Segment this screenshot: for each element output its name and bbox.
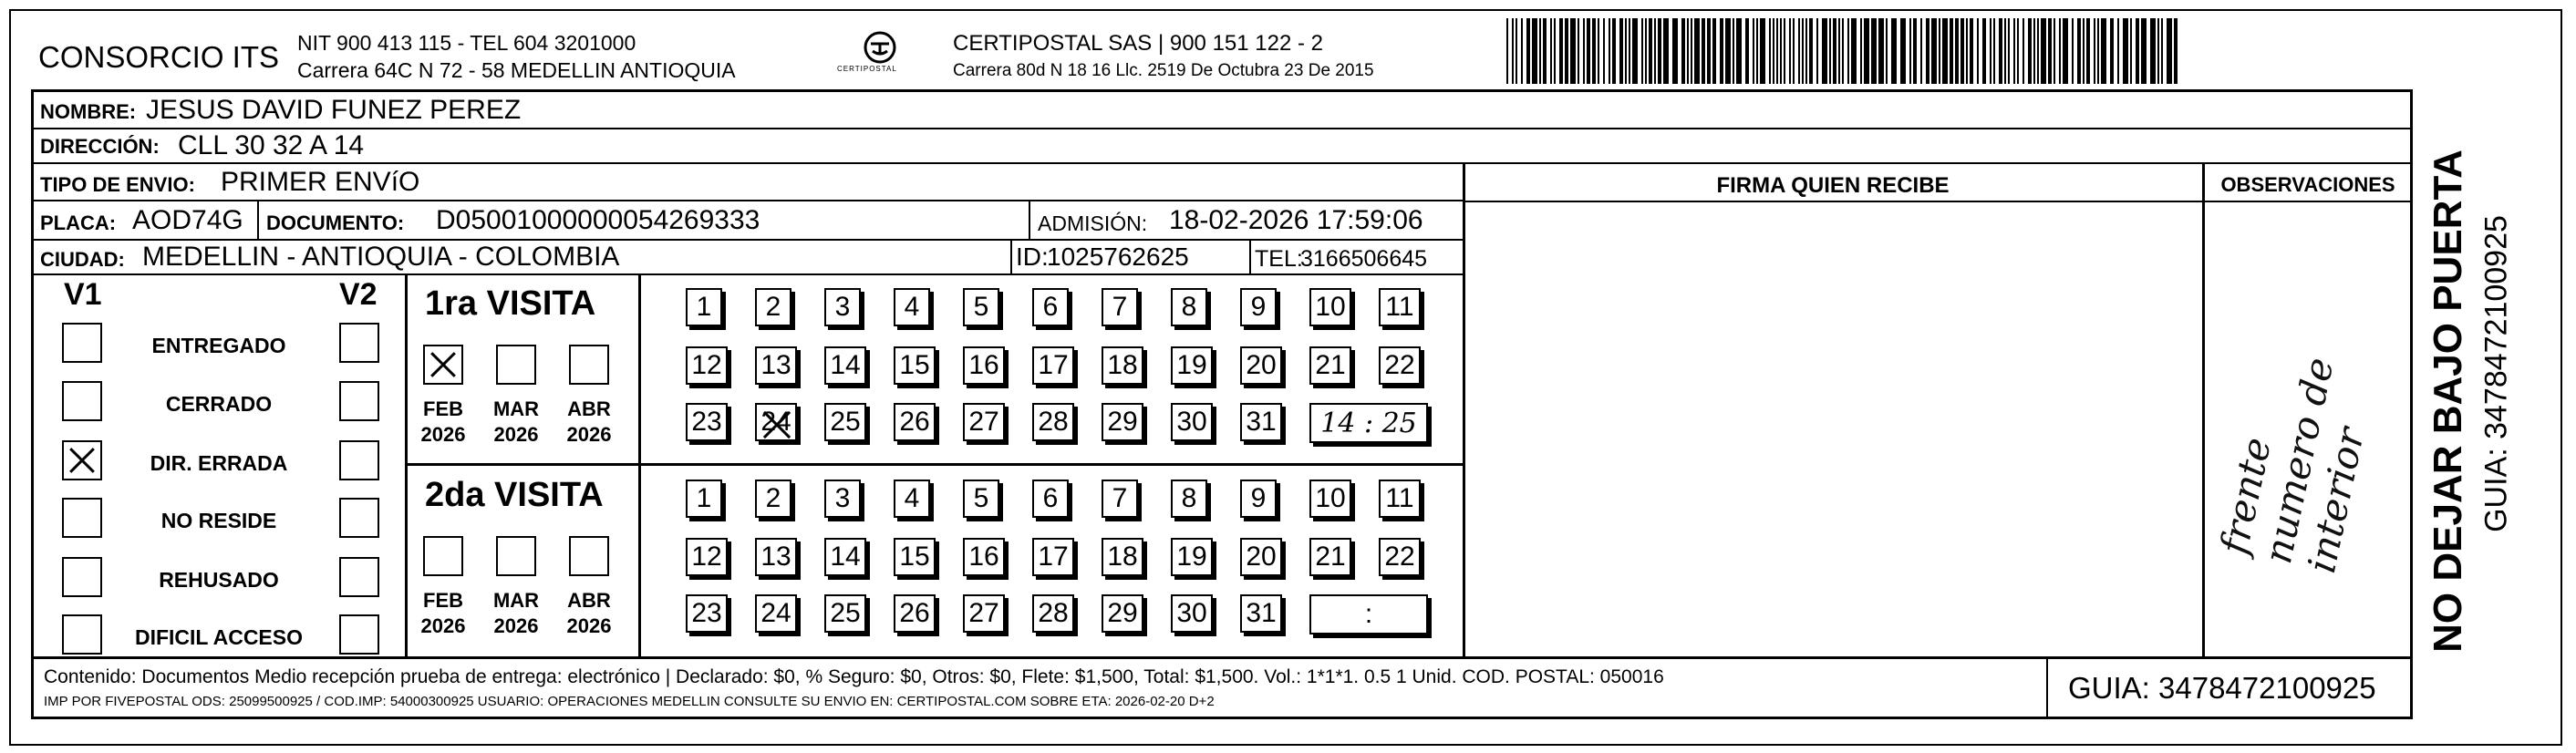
day-number: 17 bbox=[1038, 350, 1069, 380]
day-number: 5 bbox=[973, 483, 989, 513]
status-label: DIR. ERRADA bbox=[150, 451, 288, 475]
no-dejar-bajo-puerta-label: NO DEJAR BAJO PUERTA bbox=[2426, 150, 2470, 653]
documento-label: DOCUMENTO: bbox=[266, 211, 405, 234]
documento-value: D05001000000054269333 bbox=[436, 205, 760, 235]
day-box-26[interactable] bbox=[894, 403, 936, 441]
day-number: 22 bbox=[1384, 350, 1415, 380]
day-number: 17 bbox=[1038, 542, 1069, 572]
day-box-29[interactable] bbox=[1102, 403, 1143, 441]
day-box-12[interactable] bbox=[686, 346, 728, 385]
day-box-1[interactable] bbox=[686, 288, 722, 326]
day-box-27[interactable] bbox=[963, 594, 1005, 633]
visit-time-box[interactable]: : bbox=[1309, 594, 1428, 634]
logo-caption: CERTIPOSTAL bbox=[837, 65, 897, 73]
barcode-image bbox=[1505, 18, 2179, 84]
x-mark-icon bbox=[757, 405, 797, 445]
day-number: 10 bbox=[1315, 483, 1346, 513]
day-number: 6 bbox=[1042, 483, 1059, 513]
day-number: 27 bbox=[968, 407, 999, 437]
day-box-22[interactable] bbox=[1379, 538, 1421, 576]
month-checkbox[interactable] bbox=[496, 345, 536, 385]
day-box-17[interactable] bbox=[1032, 538, 1074, 576]
day-number: 1 bbox=[696, 292, 712, 322]
day-number: 18 bbox=[1107, 350, 1138, 380]
month-checkbox[interactable] bbox=[423, 536, 463, 576]
day-box-30[interactable] bbox=[1171, 403, 1213, 441]
day-number: 6 bbox=[1042, 292, 1059, 322]
firma-area[interactable] bbox=[1465, 202, 2200, 655]
placa-value: AOD74G bbox=[132, 205, 243, 235]
day-box-6[interactable] bbox=[1032, 288, 1069, 326]
day-box-12[interactable] bbox=[686, 538, 728, 576]
nombre-value: JESUS DAVID FUNEZ PEREZ bbox=[146, 95, 522, 125]
day-box-15[interactable] bbox=[894, 538, 936, 576]
day-number: 15 bbox=[899, 350, 930, 380]
month-label: ABR bbox=[567, 397, 611, 420]
tel-value: 3166506645 bbox=[1300, 246, 1428, 272]
day-number: 31 bbox=[1246, 407, 1277, 437]
month-year: 2026 bbox=[566, 614, 612, 637]
day-number: 1 bbox=[696, 483, 712, 513]
company-name: CONSORCIO ITS bbox=[38, 40, 280, 74]
footer-content-line: Contenido: Documentos Medio recepción prueba de entrega: electrónico | Declarado: $0, % Seguro: $0, Otros: $0, Flete: $1,500, Total: $1,500. Vol.: 1*1*1. 0.5 1 Unid. COD. POSTAL: 050016 bbox=[44, 666, 1664, 687]
company-nit: NIT 900 413 115 - TEL 604 3201000 bbox=[297, 31, 636, 55]
day-number: 10 bbox=[1315, 292, 1346, 322]
day-box-25[interactable] bbox=[824, 403, 866, 441]
tel-label: TEL: bbox=[1255, 246, 1303, 272]
day-number: 13 bbox=[760, 542, 791, 572]
day-number: 3 bbox=[834, 292, 851, 322]
month-label: MAR bbox=[492, 397, 540, 420]
day-box-2[interactable] bbox=[755, 288, 791, 326]
status-v1-checkbox[interactable] bbox=[62, 557, 102, 597]
day-number: 16 bbox=[968, 542, 999, 572]
day-box-7[interactable] bbox=[1102, 480, 1138, 518]
day-box-26[interactable] bbox=[894, 594, 936, 633]
day-number: 12 bbox=[691, 350, 722, 380]
day-box-20[interactable] bbox=[1240, 346, 1282, 385]
x-mark-icon bbox=[425, 346, 461, 383]
day-box-14[interactable] bbox=[824, 538, 866, 576]
x-mark-icon bbox=[64, 442, 100, 479]
day-number: 27 bbox=[968, 598, 999, 628]
day-box-18[interactable] bbox=[1102, 346, 1143, 385]
day-number: 25 bbox=[830, 407, 861, 437]
day-number: 25 bbox=[830, 598, 861, 628]
day-number: 26 bbox=[899, 407, 930, 437]
day-box-24[interactable] bbox=[755, 594, 797, 633]
day-box-10[interactable] bbox=[1309, 288, 1351, 326]
direccion-value: CLL 30 32 A 14 bbox=[178, 130, 365, 160]
day-box-7[interactable] bbox=[1102, 288, 1138, 326]
visit-time-box[interactable]: 14 : 25 bbox=[1309, 403, 1428, 443]
day-number: 29 bbox=[1107, 407, 1138, 437]
day-box-25[interactable] bbox=[824, 594, 866, 633]
day-box-20[interactable] bbox=[1240, 538, 1282, 576]
day-number: 9 bbox=[1250, 483, 1267, 513]
day-box-3[interactable] bbox=[824, 480, 861, 518]
status-v2-checkbox[interactable] bbox=[339, 381, 379, 421]
nombre-label: NOMBRE: bbox=[40, 100, 137, 123]
day-box-19[interactable] bbox=[1171, 346, 1213, 385]
day-number: 12 bbox=[691, 542, 722, 572]
day-box-5[interactable] bbox=[963, 288, 999, 326]
ciudad-label: CIUDAD: bbox=[40, 248, 125, 271]
day-number: 7 bbox=[1112, 292, 1128, 322]
company-address: Carrera 64C N 72 - 58 MEDELLIN ANTIOQUIA bbox=[297, 58, 736, 82]
month-label: ABR bbox=[567, 589, 611, 612]
placa-label: PLACA: bbox=[40, 211, 117, 234]
day-number: 24 bbox=[760, 598, 791, 628]
firma-header: FIRMA QUIEN RECIBE bbox=[1716, 173, 1950, 198]
day-box-27[interactable] bbox=[963, 403, 1005, 441]
day-number: 13 bbox=[760, 350, 791, 380]
day-number: 30 bbox=[1176, 407, 1207, 437]
month-year: 2026 bbox=[566, 423, 612, 446]
day-box-10[interactable] bbox=[1309, 480, 1351, 518]
month-checkbox[interactable] bbox=[569, 536, 609, 576]
day-number: 23 bbox=[691, 598, 722, 628]
status-v2-checkbox[interactable] bbox=[339, 614, 379, 655]
status-label: REHUSADO bbox=[159, 568, 279, 592]
day-box-3[interactable] bbox=[824, 288, 861, 326]
day-box-1[interactable] bbox=[686, 480, 722, 518]
day-number: 30 bbox=[1176, 598, 1207, 628]
day-number: 15 bbox=[899, 542, 930, 572]
id-value: 1025762625 bbox=[1047, 242, 1189, 271]
v2-label: V2 bbox=[339, 277, 378, 312]
day-box-11[interactable] bbox=[1379, 480, 1421, 518]
day-box-11[interactable] bbox=[1379, 288, 1421, 326]
ciudad-value: MEDELLIN - ANTIOQUIA - COLOMBIA bbox=[142, 242, 620, 272]
day-box-16[interactable] bbox=[963, 538, 1005, 576]
day-box-6[interactable] bbox=[1032, 480, 1069, 518]
day-box-14[interactable] bbox=[824, 346, 866, 385]
day-number: 22 bbox=[1384, 542, 1415, 572]
month-checkbox[interactable] bbox=[496, 536, 536, 576]
month-year: 2026 bbox=[420, 423, 466, 446]
day-box-17[interactable] bbox=[1032, 346, 1074, 385]
status-v1-checkbox[interactable] bbox=[62, 498, 102, 538]
direccion-label: DIRECCIÓN: bbox=[40, 135, 160, 158]
footer-guia: GUIA: 3478472100925 bbox=[2068, 671, 2376, 705]
day-box-19[interactable] bbox=[1171, 538, 1213, 576]
day-box-8[interactable] bbox=[1171, 480, 1207, 518]
status-label: ENTREGADO bbox=[151, 334, 286, 357]
day-number: 14 bbox=[830, 350, 861, 380]
day-box-21[interactable] bbox=[1309, 346, 1351, 385]
day-box-23[interactable] bbox=[686, 594, 728, 633]
status-v2-checkbox[interactable] bbox=[339, 440, 379, 480]
day-box-2[interactable] bbox=[755, 480, 791, 518]
day-box-8[interactable] bbox=[1171, 288, 1207, 326]
month-checkbox[interactable] bbox=[569, 345, 609, 385]
day-number: 23 bbox=[691, 407, 722, 437]
day-number: 24 bbox=[760, 407, 791, 437]
day-number: 21 bbox=[1315, 542, 1346, 572]
month-label: FEB bbox=[423, 397, 463, 420]
day-number: 14 bbox=[830, 542, 861, 572]
day-number: 31 bbox=[1246, 598, 1277, 628]
day-box-23[interactable] bbox=[686, 403, 728, 441]
status-label: NO RESIDE bbox=[160, 509, 277, 532]
day-box-5[interactable] bbox=[963, 480, 999, 518]
day-box-13[interactable] bbox=[755, 346, 797, 385]
day-box-29[interactable] bbox=[1102, 594, 1143, 633]
day-box-18[interactable] bbox=[1102, 538, 1143, 576]
status-label: CERRADO bbox=[165, 392, 273, 416]
day-number: 28 bbox=[1038, 598, 1069, 628]
day-number: 11 bbox=[1385, 292, 1414, 322]
day-number: 29 bbox=[1107, 598, 1138, 628]
status-v2-checkbox[interactable] bbox=[339, 557, 379, 597]
v1-label: V1 bbox=[64, 277, 102, 312]
day-number: 28 bbox=[1038, 407, 1069, 437]
day-number: 8 bbox=[1181, 292, 1197, 322]
status-v2-checkbox[interactable] bbox=[339, 323, 379, 363]
day-box-30[interactable] bbox=[1171, 594, 1213, 633]
day-number: 20 bbox=[1246, 350, 1277, 380]
observation-handwritten-note: frente numero de interior bbox=[2211, 353, 2374, 577]
side-guia-label: GUIA: 3478472100925 bbox=[2478, 215, 2514, 532]
day-number: 11 bbox=[1385, 483, 1414, 513]
admision-label: ADMISIÓN: bbox=[1038, 211, 1148, 235]
tipo-envio-label: TIPO DE ENVIO: bbox=[40, 173, 195, 196]
day-box-21[interactable] bbox=[1309, 538, 1351, 576]
status-label: DIFICIL ACCESO bbox=[134, 625, 303, 649]
month-checkbox[interactable] bbox=[423, 345, 463, 385]
visit1-title: 1ra VISITA bbox=[425, 284, 596, 323]
certipostal-logo-icon bbox=[843, 27, 916, 82]
month-year: 2026 bbox=[493, 614, 539, 637]
day-number: 26 bbox=[899, 598, 930, 628]
visit2-title: 2da VISITA bbox=[425, 476, 604, 514]
day-number: 18 bbox=[1107, 542, 1138, 572]
day-number: 8 bbox=[1181, 483, 1197, 513]
day-box-28[interactable] bbox=[1032, 403, 1074, 441]
admision-value: 18-02-2026 17:59:06 bbox=[1169, 205, 1423, 235]
day-number: 7 bbox=[1112, 483, 1128, 513]
day-box-28[interactable] bbox=[1032, 594, 1074, 633]
day-number: 5 bbox=[973, 292, 989, 322]
month-year: 2026 bbox=[493, 423, 539, 446]
status-v1-checkbox[interactable] bbox=[62, 614, 102, 655]
status-v1-checkbox[interactable] bbox=[62, 381, 102, 421]
day-box-24[interactable] bbox=[755, 403, 797, 441]
day-number: 16 bbox=[968, 350, 999, 380]
footer-imp-line: IMP POR FIVEPOSTAL ODS: 25099500925 / COD.IMP: 54000300925 USUARIO: OPERACIONES MEDELLIN CONSULTE SU ENVIO EN: CERTIPOSTAL.COM SOBRE ETA: 2026-02-20 D+2 bbox=[44, 694, 1215, 709]
status-v1-checkbox[interactable] bbox=[62, 323, 102, 363]
day-number: 20 bbox=[1246, 542, 1277, 572]
observaciones-header: OBSERVACIONES bbox=[2220, 173, 2395, 196]
day-box-31[interactable] bbox=[1240, 594, 1282, 633]
day-box-9[interactable] bbox=[1240, 480, 1277, 518]
month-year: 2026 bbox=[420, 614, 466, 637]
status-v1-checkbox[interactable] bbox=[62, 440, 102, 480]
day-number: 21 bbox=[1315, 350, 1346, 380]
day-number: 2 bbox=[765, 483, 781, 513]
month-label: FEB bbox=[423, 589, 463, 612]
day-number: 3 bbox=[834, 483, 851, 513]
day-box-13[interactable] bbox=[755, 538, 797, 576]
day-number: 4 bbox=[904, 292, 920, 322]
id-label: ID: bbox=[1016, 242, 1049, 271]
day-box-16[interactable] bbox=[963, 346, 1005, 385]
day-box-9[interactable] bbox=[1240, 288, 1277, 326]
day-number: 4 bbox=[904, 483, 920, 513]
day-number: 19 bbox=[1176, 350, 1207, 380]
carrier-name: CERTIPOSTAL SAS | 900 151 122 - 2 bbox=[953, 31, 1323, 56]
tipo-envio-value: PRIMER ENVíO bbox=[221, 167, 420, 197]
day-number: 9 bbox=[1250, 292, 1267, 322]
status-v2-checkbox[interactable] bbox=[339, 498, 379, 538]
month-label: MAR bbox=[492, 589, 540, 612]
day-number: 2 bbox=[765, 292, 781, 322]
day-box-22[interactable] bbox=[1379, 346, 1421, 385]
day-box-15[interactable] bbox=[894, 346, 936, 385]
day-box-4[interactable] bbox=[894, 480, 930, 518]
day-number: 19 bbox=[1176, 542, 1207, 572]
carrier-address: Carrera 80d N 18 16 Llc. 2519 De Octubra 23 De 2015 bbox=[953, 61, 1374, 80]
day-box-31[interactable] bbox=[1240, 403, 1282, 441]
day-box-4[interactable] bbox=[894, 288, 930, 326]
